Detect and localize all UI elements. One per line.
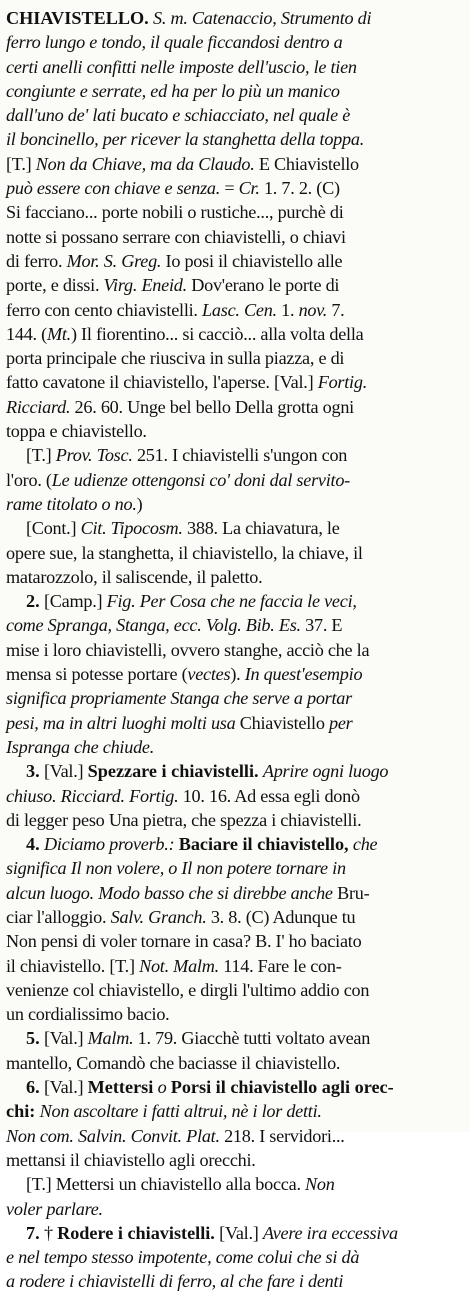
entry-line [6,808,462,832]
entry-line [6,711,462,735]
italic-text: Malm. [87,1028,134,1049]
italic-text: Mor. S. Greg. [66,250,162,271]
italic-text: nov. [298,299,328,320]
bold-text: 3. [26,761,40,782]
italic-text: pesi, ma in altri luoghi molti usa [6,712,236,733]
italic-text: Avere ira eccessiva [262,1222,398,1243]
roman-text: [T.] [26,445,56,466]
roman-text: 114. Fare le con- [218,955,342,976]
bold-text: Baciare il chiavistello, [178,834,349,855]
entry-line [6,1221,462,1245]
bold-text: Porsi il chiavistello agli orec- [170,1077,394,1098]
entry-line [6,1124,462,1148]
roman-text: E Chiavistello [254,153,359,174]
entry-line [6,613,462,637]
entry-line [6,1051,462,1075]
roman-text: Io posi il chiavistello alle [161,250,343,271]
roman-text: [Val.] [39,761,88,782]
entry-line [6,759,462,783]
entry-line [6,1026,462,1050]
italic-text: Not. Malm. [139,955,219,976]
roman-text: toppa e chiavistello. [6,421,147,442]
italic-text: congiunte e serrate, ed ha per lo più un manico [6,80,340,101]
italic-text: dall'uno de' lati bucato e schiacciato, nel quale è [6,105,351,126]
italic-text: Cr. [238,178,260,199]
italic-text: Mt. [46,323,71,344]
entry-line [6,638,462,662]
italic-text: Le udienze ottengonsi co' doni dal servito- [51,469,350,490]
bold-text: 4. [26,834,40,855]
italic-text: Non [305,1174,335,1195]
roman-text: = [220,178,239,199]
roman-text: un cordialissimo bacio. [6,1004,170,1025]
entry-line [6,492,462,516]
entry-line [6,249,462,273]
roman-text: Dov'erano le porte di [186,275,340,296]
roman-text: [Cont.] [26,518,81,539]
roman-text: mantello, Comandò che baciasse il chiavistello. [6,1052,341,1073]
entry-line [6,881,462,905]
entry-line [6,856,462,880]
entry-line [6,1075,462,1099]
bold-text: 6. [26,1077,40,1098]
entry-line [6,735,462,759]
roman-text: † [39,1222,58,1243]
italic-text: certi anelli confitti nelle imposte dell'uscio, le tien [6,56,357,77]
entry-line [6,978,462,1002]
italic-text: e nel tempo stesso impotente, come colui che si dà [6,1247,360,1268]
entry-line [6,929,462,953]
roman-text: [Val.] [39,1077,88,1098]
roman-text: ciar l'alloggio. [6,906,111,927]
italic-text: Cit. Tipocosm. [80,518,183,539]
entry-line [6,322,462,346]
entry-line [6,176,462,200]
entry-line [6,686,462,710]
roman-text: 251. I chiavistelli s'ungon con [132,445,348,466]
italic-text: Diciamo proverb.: [43,834,175,855]
roman-text: mensa si potesse portare ( [6,664,188,685]
roman-text: porta principale che riusciva in sulla piazza, e di [6,348,345,369]
entry-line [6,200,462,224]
italic-text: S. m. Catenaccio, Strumento di [153,8,372,28]
roman-text: [Val.] [39,1028,88,1049]
entry-line [6,395,462,419]
italic-text: rame titolato o no. [6,493,137,514]
roman-text: Chiavistello [235,712,329,733]
roman-text: venienze col chiavistello, e dirgli l'ultimo addio con [6,979,370,1000]
italic-text: significa Il non volere, o Il non potere tornare in [6,858,346,879]
italic-text: come Spranga, Stanga, ecc. Volg. Bib. Es. [6,615,301,636]
italic-text: Ricciard. [6,396,71,417]
roman-text: [Val.] [214,1222,263,1243]
italic-text: per [328,712,353,733]
roman-text: 218. I servidori... [219,1125,345,1146]
bold-text: 7. [26,1222,40,1243]
entry-line [6,1148,462,1172]
entry-line [6,832,462,856]
italic-text: Non com. Salvin. Convit. Plat. [6,1125,220,1146]
italic-text: Non da Chiave, ma da Claudo. [35,153,255,174]
italic-text: che [352,834,378,855]
entry-line [6,1245,462,1269]
roman-text: [T.] [6,153,36,174]
roman-text: matarozzolo, il saliscende, il paletto. [6,566,263,587]
roman-text: il chiavistello. [T.] [6,955,140,976]
roman-text: opere sue, la stanghetta, il chiavistello, la chiave, il [6,542,363,563]
entry-line [6,1099,462,1123]
entry-line [6,103,462,127]
roman-text: mettansi il chiavistello agli orecchi. [6,1149,256,1170]
entry-line [6,565,462,589]
entry-line [6,30,462,54]
roman-text: di ferro. [6,250,67,271]
entry-line [6,1002,462,1026]
roman-text: [Camp.] [39,591,107,612]
roman-text: 26. 60. Unge bel bello Della grotta ogni [70,396,354,417]
italic-text: Ispranga che chiude. [6,736,155,757]
roman-text: 1. [276,299,299,320]
roman-text: Bru- [332,882,370,903]
bold-text: 5. [26,1028,40,1049]
entry-line [6,662,462,686]
italic-text: Fig. Per Cosa che ne faccia le veci, [106,591,357,612]
roman-text: 3. 8. (C) Adunque tu [206,906,356,927]
entry-line [6,419,462,443]
roman-text: 10. 16. Ad essa egli donò [178,785,360,806]
roman-text: porte, e dissi. [6,275,104,296]
entry-line [6,79,462,103]
entry-line [6,1172,462,1196]
bold-text: CHIAVISTELLO. [6,8,149,28]
italic-text: a rodere i chiavistelli di ferro, al che fare i denti [6,1271,344,1292]
entry-line [6,298,462,322]
entry-line [6,152,462,176]
roman-text: ) [136,493,143,514]
bold-text: Mettersi [87,1077,154,1098]
italic-text: Lasc. Cen. [202,299,277,320]
roman-text: notte si possano serrare con chiavistelli, o chiavi [6,226,346,247]
italic-text: significa propriamente Stanga che serve a portar [6,688,352,709]
italic-text: Aprire ogni luogo [262,761,389,782]
roman-text: ferro con cento chiavistelli. [6,299,203,320]
roman-text: Non pensi di voler tornare in casa? B. I' ho baciato [6,931,362,952]
roman-text: mise i loro chiavistelli, ovvero stanghe, acciò che la [6,639,370,660]
italic-text: o [157,1077,167,1098]
dictionary-entry-chiavistello [6,6,462,1294]
roman-text: 388. La chiavatura, le [182,518,340,539]
roman-text: [T.] Mettersi un chiavistello alla bocca. [26,1174,306,1195]
italic-text: ferro lungo e tondo, il quale ficcandosi dentro a [6,32,343,53]
entry-line [6,589,462,613]
italic-text: Fortig. [317,372,367,393]
roman-text: ). [230,664,245,685]
roman-text: fatto cavatone il chiavistello, l'aperse. [Val.] [6,372,318,393]
roman-text: 1. 79. Giacchè tutti voltato avean [133,1028,371,1049]
italic-text: Prov. Tosc. [55,445,133,466]
roman-text: 37. E [300,615,343,636]
entry-line [6,468,462,492]
roman-text: di legger peso Una pietra, che spezza i chiavistelli. [6,809,362,830]
roman-text: ) Il fiorentino... si cacciò... alla volta della [70,323,364,344]
bold-text: Spezzare i chiavistelli. [87,761,259,782]
entry-line [6,1269,462,1293]
entry-line [6,127,462,151]
bold-text: 2. [26,591,40,612]
roman-text: 144. ( [6,323,47,344]
entry-line [6,6,462,30]
entry-line [6,346,462,370]
italic-text: vectes [187,664,231,685]
entry-line [6,370,462,394]
bold-text: Rodere i chiavistelli. [57,1222,215,1243]
italic-text: può essere con chiave e senza. [6,178,221,199]
italic-text: Non ascoltare i fatti altrui, nè i lor detti. [39,1101,322,1122]
entry-line [6,1197,462,1221]
entry-line [6,905,462,929]
roman-text: 1. 7. 2. (C) [259,178,340,199]
entry-line [6,225,462,249]
italic-text: voler parlare. [6,1198,103,1219]
entry-line [6,443,462,467]
italic-text: alcun luogo. Modo basso che si direbbe anche [6,882,333,903]
entry-line [6,516,462,540]
italic-text: Salv. Granch. [110,906,207,927]
italic-text: chiuso. Ricciard. Fortig. [6,785,179,806]
entry-line [6,55,462,79]
italic-text: il boncinello, per ricever la stanghetta della toppa. [6,129,365,150]
entry-line [6,784,462,808]
roman-text: l'oro. ( [6,469,52,490]
entry-line [6,954,462,978]
entry-line [6,273,462,297]
bold-text: chi: [6,1101,36,1122]
italic-text: In quest'esempio [244,664,363,685]
roman-text: Si facciano... porte nobili o rustiche..., purchè di [6,202,344,223]
roman-text: 7. [327,299,345,320]
entry-line [6,541,462,565]
italic-text: Virg. Eneid. [103,275,187,296]
